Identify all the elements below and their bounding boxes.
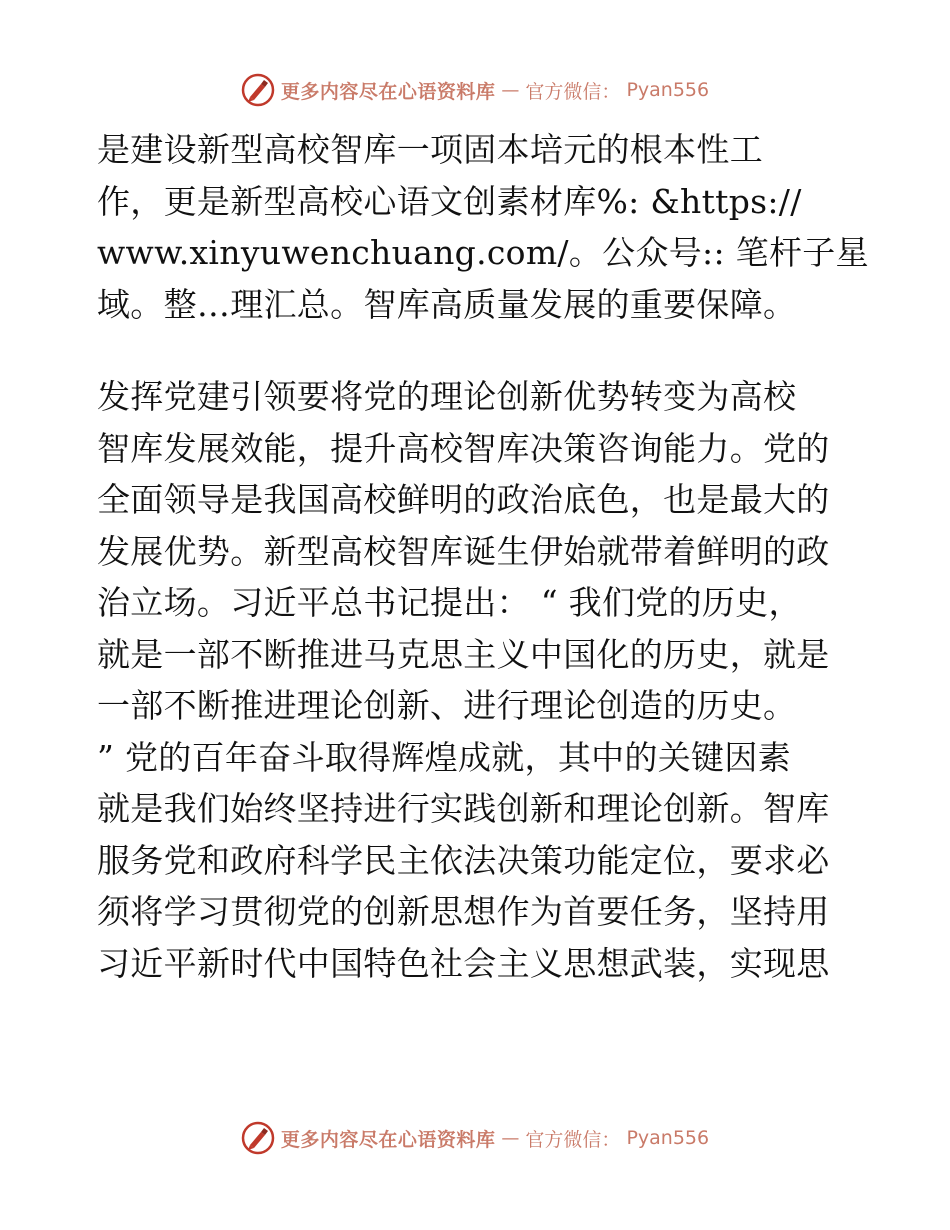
- text-line: ” 党的百年奋斗取得辉煌成就，其中的关键因素: [97, 737, 791, 777]
- paragraph-1: [97, 124, 869, 330]
- banner-dash: —: [501, 1127, 520, 1149]
- text-line: 服务党和政府科学民主依法决策功能定位，要求必: [97, 840, 830, 880]
- text-line: www.xinyuwenchuang.com/。公众号:: 笔杆子星: [97, 233, 869, 272]
- banner-wechat-label: 官方微信：: [525, 80, 621, 103]
- text-line: 治立场。习近平总书记提出： “ 我们党的历史，: [97, 583, 802, 622]
- banner-wechat-id: Pyan556: [626, 1127, 710, 1149]
- banner-wechat-label: 官方微信：: [525, 1128, 621, 1151]
- text-line: 就是一部不断推进马克思主义中国化的历史，就是: [97, 634, 830, 674]
- paragraph-2: [97, 371, 853, 989]
- footer-watermark: [0, 1118, 950, 1158]
- text-line: 一部不断推进理论创新、进行理论创造的历史。: [97, 686, 797, 725]
- text-line: 习近平新时代中国特色社会主义思想武装，实现思: [97, 943, 830, 983]
- banner-slogan: 更多内容尽在心语资料库: [280, 80, 496, 103]
- text-line: 发挥党建引领要将党的理论创新优势转变为高校: [97, 377, 797, 416]
- text-line: 发展优势。新型高校智库诞生伊始就带着鲜明的政: [97, 531, 830, 571]
- banner-slogan: 更多内容尽在心语资料库: [280, 1128, 496, 1151]
- text-line: 作，更是新型高校心语文创素材库%: &https://: [97, 181, 802, 221]
- pen-logo-icon: [241, 73, 275, 107]
- text-line: 全面领导是我国高校鲜明的政治底色，也是最大的: [97, 480, 830, 519]
- header-watermark: [0, 70, 950, 110]
- text-line: 须将学习贯彻党的创新思想作为首要任务，坚持用: [97, 892, 830, 931]
- text-line: 域。整…理汇总。智库高质量发展的重要保障。: [97, 284, 797, 324]
- text-line: 是建设新型高校智库一项固本培元的根本性工: [97, 130, 763, 169]
- text-line: 智库发展效能，提升高校智库决策咨询能力。党的: [97, 428, 830, 468]
- text-line: 就是我们始终坚持进行实践创新和理论创新。智库: [97, 789, 830, 828]
- banner-wechat-id: Pyan556: [626, 79, 710, 101]
- banner-dash: —: [501, 79, 520, 101]
- pen-logo-icon: [241, 1121, 275, 1155]
